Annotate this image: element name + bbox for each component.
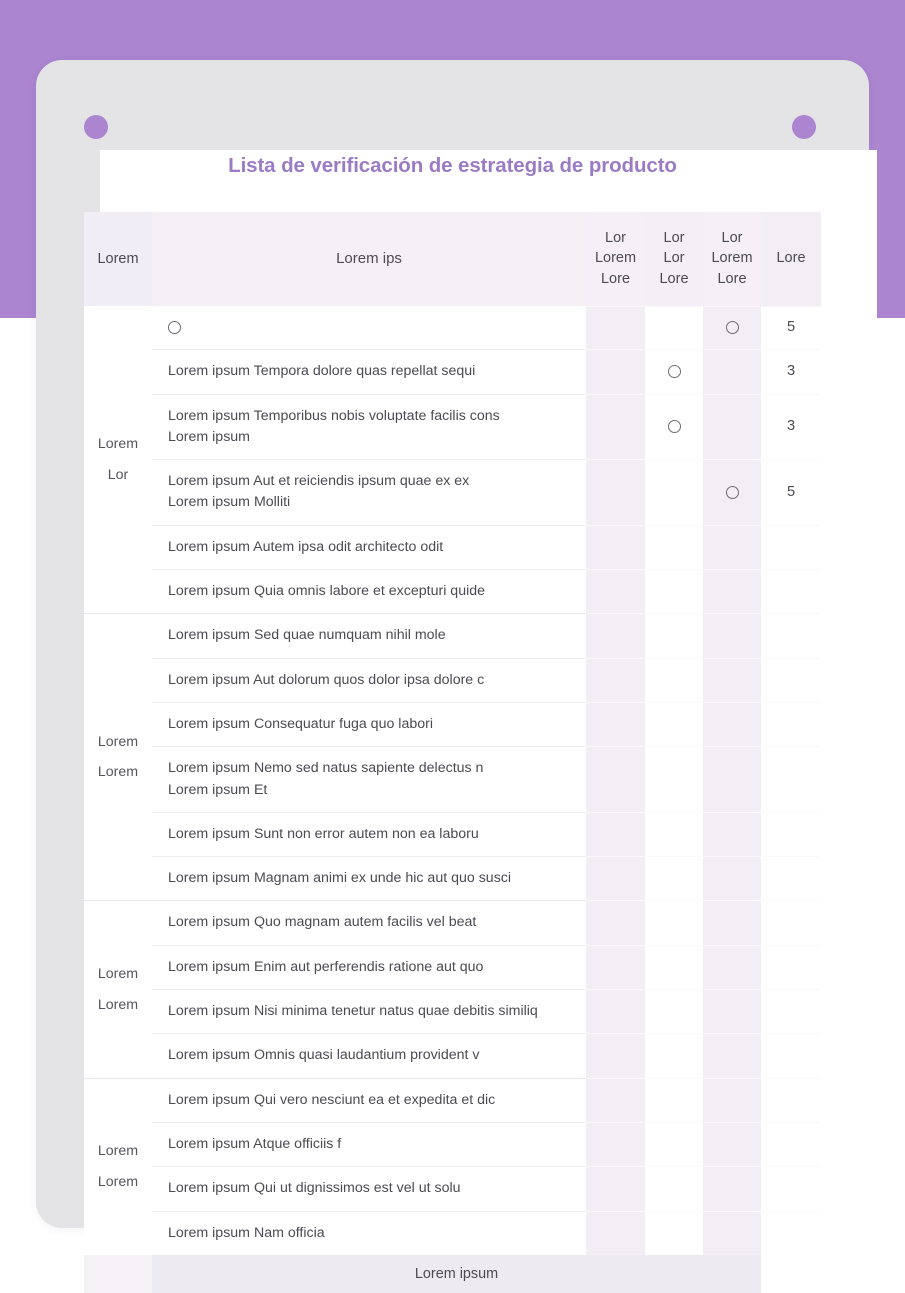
- task-text: Lorem ipsum Nemo sed natus sapiente delectus n: [168, 760, 484, 777]
- task-cell[interactable]: [152, 812, 586, 856]
- table-row: [84, 1078, 821, 1122]
- task-cell[interactable]: [152, 747, 586, 813]
- task-cell[interactable]: [152, 658, 586, 702]
- metric-cell-1[interactable]: [586, 350, 645, 394]
- task-cell[interactable]: [152, 525, 586, 569]
- task-text: Lorem ipsum Molliti: [168, 494, 291, 511]
- metric-cell-2[interactable]: [645, 350, 703, 394]
- header-metric-3: Lor Lorem Lore: [703, 212, 761, 306]
- metric-cell-4[interactable]: [761, 747, 821, 813]
- table-row: [84, 1211, 821, 1255]
- radio-icon[interactable]: [668, 365, 681, 378]
- task-text: Lorem ipsum Tempora dolore quas repellat sequi: [168, 363, 476, 380]
- task-cell[interactable]: [152, 901, 586, 945]
- metric-cell-1[interactable]: [586, 570, 645, 614]
- task-cell[interactable]: [152, 614, 586, 658]
- task-text: Lorem ipsum Enim aut perferendis ratione aut quo: [168, 958, 484, 975]
- metric-cell-2[interactable]: [645, 614, 703, 658]
- table-row: [84, 857, 821, 901]
- task-cell[interactable]: [152, 1167, 586, 1211]
- metric-cell-3[interactable]: [703, 306, 761, 350]
- metric-cell-2[interactable]: [645, 812, 703, 856]
- metric-cell-1[interactable]: [586, 1211, 645, 1255]
- metric-cell-4[interactable]: [761, 460, 821, 526]
- checklist-table: [84, 212, 821, 1293]
- table-row: [84, 1034, 821, 1078]
- metric-cell-4[interactable]: [761, 812, 821, 856]
- task-cell[interactable]: [152, 990, 586, 1034]
- task-text: Lorem ipsum Sunt non error autem non ea laboru: [168, 825, 479, 842]
- metric-cell-2[interactable]: [645, 1034, 703, 1078]
- metric-cell-2[interactable]: [645, 1211, 703, 1255]
- metric-cell-1[interactable]: [586, 747, 645, 813]
- metric-cell-1[interactable]: [586, 1078, 645, 1122]
- metric-cell-4[interactable]: [761, 857, 821, 901]
- metric-cell-1[interactable]: [586, 614, 645, 658]
- metric-cell-2[interactable]: [645, 525, 703, 569]
- decorative-dot-right: [792, 115, 816, 139]
- table-row: [84, 1167, 821, 1211]
- metric-cell-3[interactable]: [703, 1211, 761, 1255]
- metric-cell-3[interactable]: [703, 1078, 761, 1122]
- metric-cell-1[interactable]: [586, 812, 645, 856]
- metric-cell-4[interactable]: [761, 525, 821, 569]
- table-row: [84, 350, 821, 394]
- metric-cell-3[interactable]: [703, 614, 761, 658]
- metric-cell-2[interactable]: [645, 658, 703, 702]
- metric-cell-3[interactable]: [703, 702, 761, 746]
- metric-cell-2[interactable]: [645, 901, 703, 945]
- metric-cell-3[interactable]: [703, 460, 761, 526]
- task-cell[interactable]: [152, 306, 586, 350]
- metric-cell-1[interactable]: [586, 394, 645, 460]
- group-label-cell: Lorem Lorem: [84, 614, 152, 901]
- metric-cell-3[interactable]: [703, 394, 761, 460]
- header-metric-1: Lor Lorem Lore: [586, 212, 645, 306]
- task-text: Lorem ipsum Magnam animi ex unde hic aut quo susci: [168, 870, 512, 887]
- table-footer: [84, 1255, 821, 1293]
- metric-cell-4[interactable]: [761, 570, 821, 614]
- table-row: [84, 460, 821, 526]
- task-cell[interactable]: [152, 570, 586, 614]
- table-row: [84, 747, 821, 813]
- table-row: [84, 614, 821, 658]
- score-value: 5: [786, 483, 796, 500]
- radio-icon[interactable]: [668, 420, 681, 433]
- metric-cell-4[interactable]: [761, 1078, 821, 1122]
- metric-cell-1[interactable]: [586, 1167, 645, 1211]
- table-row: [84, 945, 821, 989]
- task-cell[interactable]: [152, 1034, 586, 1078]
- task-text: Lorem ipsum Omnis quasi laudantium provident v: [168, 1047, 480, 1064]
- metric-cell-2[interactable]: [645, 394, 703, 460]
- task-cell[interactable]: [152, 460, 586, 526]
- header-row: [84, 212, 821, 306]
- metric-cell-4[interactable]: [761, 658, 821, 702]
- metric-cell-2[interactable]: [645, 306, 703, 350]
- metric-cell-2[interactable]: [645, 857, 703, 901]
- metric-cell-4[interactable]: [761, 901, 821, 945]
- metric-cell-3[interactable]: [703, 990, 761, 1034]
- metric-cell-2[interactable]: [645, 747, 703, 813]
- task-cell[interactable]: [152, 394, 586, 460]
- page-title: Lista de verificación de estrategia de producto: [228, 154, 677, 177]
- metric-cell-4[interactable]: [761, 702, 821, 746]
- table-row: [84, 306, 821, 350]
- metric-cell-4[interactable]: [761, 1211, 821, 1255]
- task-text: Lorem ipsum Atque officiis f: [168, 1135, 342, 1152]
- metric-cell-3[interactable]: [703, 945, 761, 989]
- metric-cell-1[interactable]: [586, 658, 645, 702]
- metric-cell-4[interactable]: [761, 1034, 821, 1078]
- task-text: Lorem ipsum Et: [168, 781, 268, 798]
- metric-cell-2[interactable]: [645, 570, 703, 614]
- task-text: Lorem ipsum Autem ipsa odit architecto odit: [168, 538, 444, 555]
- score-value: 3: [786, 417, 796, 434]
- task-cell[interactable]: [152, 1078, 586, 1122]
- metric-cell-2[interactable]: [645, 1122, 703, 1166]
- metric-cell-3[interactable]: [703, 901, 761, 945]
- metric-cell-1[interactable]: [586, 525, 645, 569]
- metric-cell-1[interactable]: [586, 702, 645, 746]
- metric-cell-4[interactable]: [761, 945, 821, 989]
- metric-cell-3[interactable]: [703, 812, 761, 856]
- task-text: Lorem ipsum Nam officia: [168, 1224, 325, 1241]
- footer-label: Lorem ipsum: [152, 1255, 761, 1293]
- score-value: 5: [786, 318, 796, 335]
- metric-cell-4[interactable]: [761, 1167, 821, 1211]
- score-value: 3: [786, 363, 796, 379]
- task-text: Lorem ipsum Consequatur fuga quo labori: [168, 715, 433, 732]
- table-row: [84, 1122, 821, 1166]
- metric-cell-4[interactable]: [761, 990, 821, 1034]
- metric-cell-3[interactable]: [703, 658, 761, 702]
- metric-cell-2[interactable]: [645, 990, 703, 1034]
- metric-cell-1[interactable]: [586, 306, 645, 350]
- table-row: [84, 570, 821, 614]
- footer-group-cell: [84, 1255, 152, 1293]
- metric-cell-2[interactable]: [645, 460, 703, 526]
- group-label-cell: Lorem Lorem: [84, 1078, 152, 1255]
- decorative-dot-left: [84, 115, 108, 139]
- radio-icon[interactable]: [726, 321, 739, 334]
- task-text: Lorem ipsum Aut dolorum quos dolor ipsa dolore c: [168, 671, 485, 688]
- task-text: Lorem ipsum Qui ut dignissimos est vel ut solu: [168, 1180, 461, 1197]
- task-text: Lorem ipsum Quo magnam autem facilis vel beat: [168, 914, 477, 931]
- group-label-cell: Lorem Lorem: [84, 901, 152, 1078]
- metric-cell-3[interactable]: [703, 1167, 761, 1211]
- task-text: Lorem ipsum Temporibus nobis voluptate facilis cons: [168, 407, 500, 424]
- task-text: Lorem ipsum Nisi minima tenetur natus quae debitis similiq: [168, 1003, 538, 1020]
- header-metric-4: Lore: [761, 212, 821, 306]
- radio-icon[interactable]: [726, 486, 739, 499]
- task-text: Lorem ipsum: [168, 428, 251, 445]
- group-label-cell: Lorem Lor: [84, 306, 152, 614]
- metric-cell-4[interactable]: [761, 1122, 821, 1166]
- footer-end-cell: [761, 1255, 821, 1293]
- metric-cell-2[interactable]: [645, 945, 703, 989]
- metric-cell-1[interactable]: [586, 1034, 645, 1078]
- table-row: [84, 812, 821, 856]
- task-text: Lorem ipsum Qui vero nesciunt ea et expedita et dic: [168, 1091, 496, 1108]
- task-cell[interactable]: [152, 1122, 586, 1166]
- metric-cell-3[interactable]: [703, 1034, 761, 1078]
- metric-cell-4[interactable]: [761, 350, 821, 394]
- metric-cell-1[interactable]: [586, 990, 645, 1034]
- checklist-table-container: [84, 212, 821, 1293]
- table-row: [84, 990, 821, 1034]
- metric-cell-2[interactable]: [645, 1078, 703, 1122]
- task-cell[interactable]: [152, 350, 586, 394]
- task-cell[interactable]: [152, 857, 586, 901]
- task-text: Lorem ipsum Aut et reiciendis ipsum quae ex ex: [168, 473, 470, 490]
- table-row: [84, 394, 821, 460]
- table-body: [84, 306, 821, 1255]
- table-row: [84, 525, 821, 569]
- metric-cell-3[interactable]: [703, 350, 761, 394]
- task-text: Lorem ipsum Sed quae numquam nihil mole: [168, 627, 446, 644]
- metric-cell-4[interactable]: [761, 394, 821, 460]
- task-cell[interactable]: [152, 945, 586, 989]
- metric-cell-2[interactable]: [645, 1167, 703, 1211]
- table-row: [84, 658, 821, 702]
- task-cell[interactable]: [152, 1211, 586, 1255]
- metric-cell-3[interactable]: [703, 525, 761, 569]
- header-task: Lorem ips: [152, 212, 586, 306]
- task-text: Lorem ipsum Quia omnis labore et excepturi quide: [168, 583, 486, 600]
- metric-cell-4[interactable]: [761, 306, 821, 350]
- task-cell[interactable]: [152, 702, 586, 746]
- metric-cell-4[interactable]: [761, 614, 821, 658]
- metric-cell-3[interactable]: [703, 747, 761, 813]
- metric-cell-1[interactable]: [586, 857, 645, 901]
- table-header: [84, 212, 821, 306]
- metric-cell-3[interactable]: [703, 857, 761, 901]
- header-group: Lorem: [84, 212, 152, 306]
- metric-cell-2[interactable]: [645, 702, 703, 746]
- metric-cell-1[interactable]: [586, 1122, 645, 1166]
- metric-cell-1[interactable]: [586, 460, 645, 526]
- metric-cell-1[interactable]: [586, 901, 645, 945]
- radio-icon[interactable]: [168, 321, 181, 334]
- table-row: [84, 702, 821, 746]
- footer-row: [84, 1255, 821, 1293]
- table-row: [84, 901, 821, 945]
- header-metric-2: Lor Lor Lore: [645, 212, 703, 306]
- metric-cell-1[interactable]: [586, 945, 645, 989]
- metric-cell-3[interactable]: [703, 1122, 761, 1166]
- metric-cell-3[interactable]: [703, 570, 761, 614]
